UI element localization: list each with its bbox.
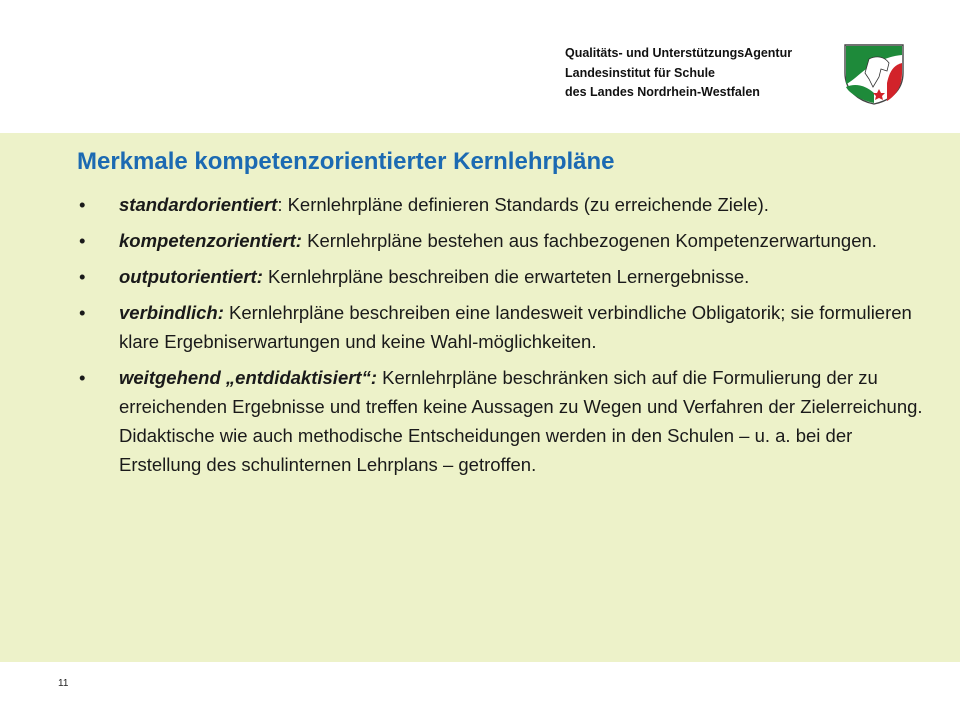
bullet-text: Kernlehrpläne beschränken sich auf die Formulierung der zu erreichenden Ergebnisse und treffen keine Aussagen zu Wegen und Verfahren der Zielerreichung. Didaktische wie auch methodische Entscheidungen werden in den Schulen – u. a. bei der Erstellung des schulinternen Lehrplans – getroffen. [119,367,923,475]
bullet-term: outputorientiert: [119,266,263,287]
bullet-marker: • [79,194,86,215]
bullet-list [77,190,939,486]
bullet-item-kompetenzorientiert [77,226,939,255]
bullet-term: weitgehend „entdidaktisiert“: [119,367,378,388]
bullet-text: Kernlehrpläne beschreiben eine landesweit verbindliche Obligatorik; sie formulieren klare Ergebniserwartungen und keine Wahl-möglichkeiten. [119,302,912,352]
bullet-item-entdidaktisiert [77,363,939,479]
bullet-term-separator: : [277,194,283,215]
bullet-marker: • [79,367,86,388]
bullet-text: Kernlehrpläne beschreiben die erwarteten Lernergebnisse. [262,266,750,287]
bullet-term: kompetenzorientiert: [119,230,302,251]
org-line-2: Landesinstitut für Schule [565,65,716,80]
bullet-item-standardorientiert [77,190,939,219]
bullet-marker: • [79,302,86,323]
org-line-1: Qualitäts- und UnterstützungsAgentur [565,46,793,60]
organization-name [565,44,835,103]
bullet-item-outputorientiert [77,262,939,291]
bullet-text: Kernlehrpläne bestehen aus fachbezogenen Kompetenzerwartungen. [301,230,877,251]
bullet-marker: • [79,230,86,251]
slide-title: Merkmale kompetenzorientierter Kernlehrpläne [77,148,615,175]
bullet-marker: • [79,266,86,287]
bullet-term: verbindlich: [119,302,224,323]
bullet-item-verbindlich [77,298,939,356]
org-line-3: des Landes Nordrhein-Westfalen [565,85,760,99]
page-number: 11 [58,678,69,689]
bullet-text: Kernlehrpläne definieren Standards (zu erreichende Ziele). [282,194,769,215]
nrw-coat-of-arms-icon [843,43,905,105]
bullet-term: standardorientiert [119,194,278,215]
